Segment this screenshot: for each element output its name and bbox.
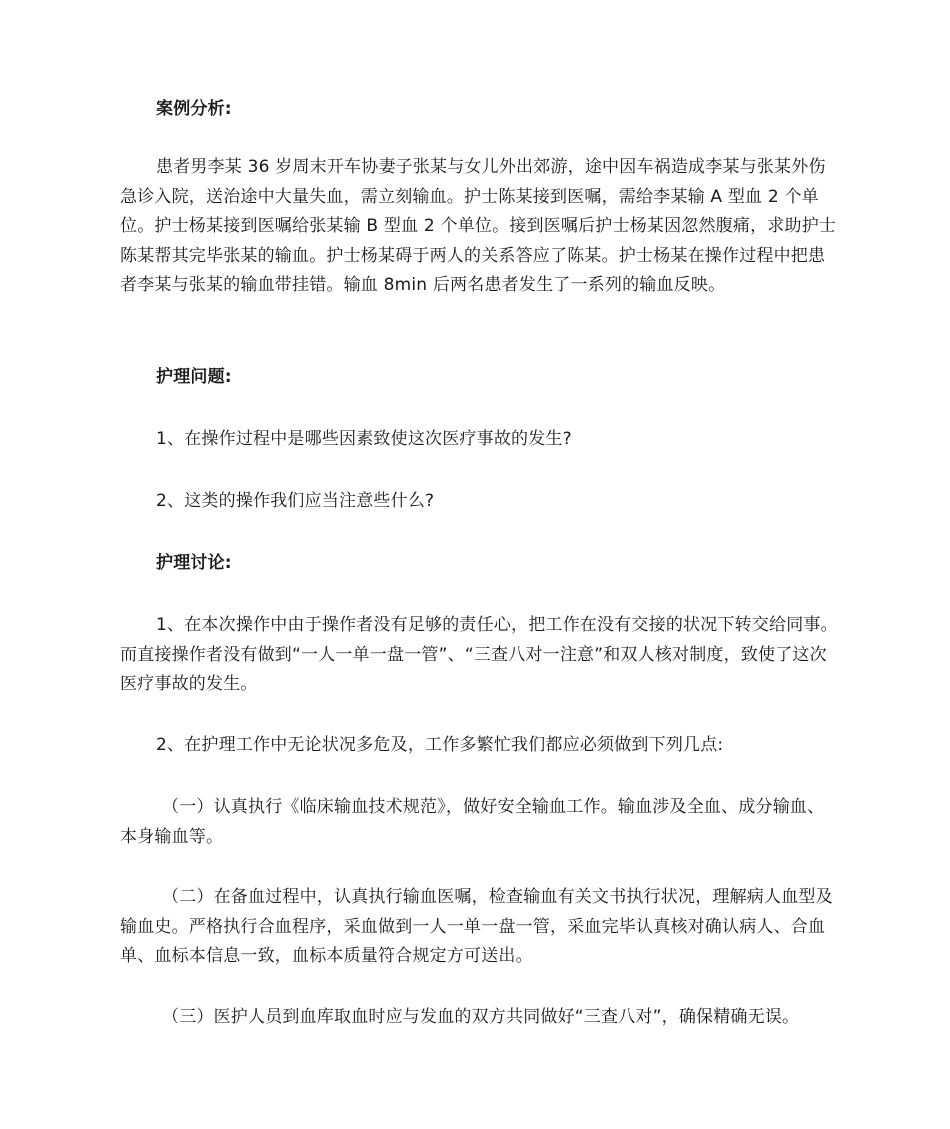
discussion-item-1: 1、在本次操作中由于操作者没有足够的责任心，把工作在没有交接的状况下转交给同事。而直接操作者没有做到“一人一单一盘一管”、“三查八对一注意”和双人核对制度，致使了这次医疗事故的发生。 xyxy=(120,615,838,694)
measure-point-2: （二）在备血过程中，认真执行输血医嘱，检查输血有关文书执行状况，理解病人血型及输血史。严格执行合血程序，采血做到一人一单一盘一管，采血完毕认真核对确认病人、合血单、血标本信息一致，血标本质量符合规定方可送出。 xyxy=(120,887,833,966)
case-description-paragraph: 患者男李某 36 岁周末开车协妻子张某与女儿外出郊游，途中因车祸造成李某与张某外伤急诊入院，送治途中大量失血，需立刻输血。护士陈某接到医嘱，需给李某输 A 型血 2 个单位。护士杨某接到医嘱给张某输 B 型血 2 个单位。接到医嘱后护士杨某因忽然腹痛，求助护士陈某帮其完毕张某的输血。护士杨某碍于两人的关系答应了陈某。护士杨某在操作过程中把患者李某与张某的输血带挂错。输血 8min 后两名患者发生了一系列的输血反映。 xyxy=(120,157,837,295)
case-analysis-heading: 案例分析: xyxy=(156,99,232,119)
nursing-problem-heading: 护理问题: xyxy=(156,367,232,387)
measure-point-1: （一）认真执行《临床输血技术规范》，做好安全输血工作。输血涉及全血、成分输血、本身输血等。 xyxy=(120,797,825,847)
problem-item-1: 1、在操作过程中是哪些因素致使这次医疗事故的发生? xyxy=(156,429,572,449)
problem-item-2: 2、这类的操作我们应当注意些什么? xyxy=(156,491,435,511)
measure-point-3: （三）医护人员到血库取血时应与发血的双方共同做好“三查八对”，确保精确无误。 xyxy=(162,1007,800,1027)
nursing-discussion-heading: 护理讨论: xyxy=(156,553,232,573)
discussion-item-2: 2、在护理工作中无论状况多危及，工作多繁忙我们都应必须做到下列几点: xyxy=(156,735,724,755)
